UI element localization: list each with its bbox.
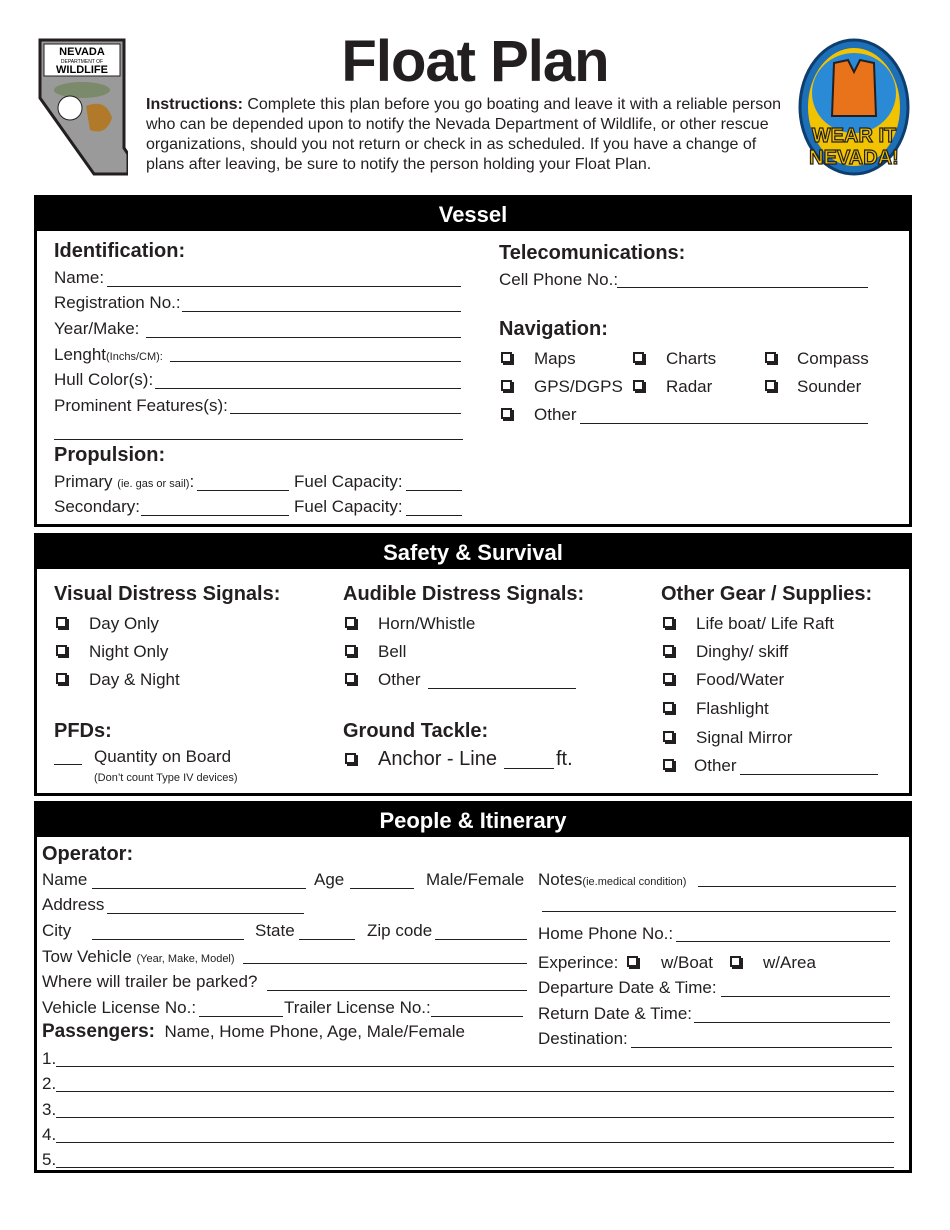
passengers-heading: Passengers: xyxy=(42,1021,156,1042)
bell-label: Bell xyxy=(378,642,407,661)
zip-field[interactable] xyxy=(435,939,527,940)
passenger-row-field[interactable] xyxy=(56,1167,894,1168)
pfd-quantity-field[interactable] xyxy=(54,764,82,765)
passenger-row-field[interactable] xyxy=(56,1066,894,1067)
passenger-row-num: 2. xyxy=(42,1074,57,1093)
notes-note: (ie.medical condition) xyxy=(582,876,687,888)
length-unit: (Inchs/CM): xyxy=(106,351,163,363)
primary-note: (ie. gas or sail) xyxy=(117,478,190,490)
tow-text: Tow Vehicle xyxy=(42,947,132,966)
address-field[interactable] xyxy=(107,913,304,914)
visual-heading: Visual Distress Signals: xyxy=(54,583,281,605)
hull-color-label: Hull Color(s): xyxy=(54,370,154,389)
trailer-license-field[interactable] xyxy=(431,1016,523,1017)
radar-label: Radar xyxy=(666,377,713,396)
trailer-field[interactable] xyxy=(267,990,527,991)
operator-name-field[interactable] xyxy=(92,888,306,889)
year-make-label: Year/Make: xyxy=(54,319,140,338)
signal-mirror-label: Signal Mirror xyxy=(696,728,793,747)
passengers-row xyxy=(42,1021,465,1043)
anchor-unit: ft. xyxy=(556,748,573,770)
passenger-row-num: 5. xyxy=(42,1150,57,1169)
logo-line2: DEPARTMENT OF xyxy=(60,59,104,65)
propulsion-heading: Propulsion: xyxy=(54,444,166,466)
logo-line1: NEVADA xyxy=(59,46,105,58)
wear-it-nevada-logo xyxy=(798,38,910,176)
ground-tackle-heading: Ground Tackle: xyxy=(343,720,489,742)
navigation-heading: Navigation: xyxy=(499,318,608,340)
audible-other-field[interactable] xyxy=(428,688,576,689)
address-label: Address xyxy=(42,895,105,914)
flashlight-label: Flashlight xyxy=(696,699,769,718)
primary-label xyxy=(54,472,194,492)
quantity-label: Quantity on Board xyxy=(94,747,232,766)
anchor-line-field[interactable] xyxy=(504,768,554,769)
passengers-columns: Name, Home Phone, Age, Male/Female xyxy=(164,1022,465,1041)
instructions xyxy=(146,95,796,175)
food-water-checkbox[interactable] xyxy=(663,673,674,684)
gender-label: Male/Female xyxy=(426,870,525,889)
home-phone-field[interactable] xyxy=(676,941,890,942)
identification-heading: Identification: xyxy=(54,240,186,262)
w-boat-label: w/Boat xyxy=(661,953,713,972)
day-night-label: Day & Night xyxy=(89,670,180,689)
notes-field[interactable] xyxy=(698,886,896,887)
signal-mirror-checkbox[interactable] xyxy=(663,731,674,742)
night-only-label: Night Only xyxy=(89,642,169,661)
passenger-row-field[interactable] xyxy=(56,1142,894,1143)
life-raft-label: Life boat/ Life Raft xyxy=(696,614,834,633)
logo-right-line1: WEAR IT xyxy=(811,125,897,147)
sounder-checkbox[interactable] xyxy=(765,380,776,391)
charts-checkbox[interactable] xyxy=(633,352,644,363)
departure-field[interactable] xyxy=(721,996,890,997)
gear-other-label: Other xyxy=(694,756,737,775)
passenger-row-field[interactable] xyxy=(56,1117,894,1118)
tow-note: (Year, Make, Model) xyxy=(136,953,235,965)
secondary-label: Secondary: xyxy=(54,497,140,516)
sounder-label: Sounder xyxy=(797,377,862,396)
anchor-checkbox[interactable] xyxy=(345,753,356,764)
gear-other-checkbox[interactable] xyxy=(663,759,674,770)
passenger-row-field[interactable] xyxy=(56,1091,894,1092)
instructions-label: Instructions: xyxy=(146,96,243,113)
radar-checkbox[interactable] xyxy=(633,380,644,391)
age-label: Age xyxy=(314,870,345,889)
trailer-license-label: Trailer License No.: xyxy=(284,998,431,1017)
life-raft-checkbox[interactable] xyxy=(663,617,674,628)
quantity-note: (Don’t count Type IV devices) xyxy=(94,772,238,784)
bell-checkbox[interactable] xyxy=(345,645,356,656)
maps-label: Maps xyxy=(534,349,576,368)
day-night-checkbox[interactable] xyxy=(56,673,67,684)
state-label: State xyxy=(255,921,295,940)
fuel-capacity-field-1[interactable] xyxy=(406,490,462,491)
trailer-label: Where will trailer be parked? xyxy=(42,972,258,991)
hull-color-field[interactable] xyxy=(155,388,461,389)
registration-label: Registration No.: xyxy=(54,293,181,312)
length-text: Lenght xyxy=(54,345,106,364)
pfds-heading: PFDs: xyxy=(54,720,112,742)
prominent-field[interactable] xyxy=(230,413,461,414)
dinghy-checkbox[interactable] xyxy=(663,645,674,656)
w-area-checkbox[interactable] xyxy=(730,956,741,967)
notes-label xyxy=(538,870,686,890)
vehicle-license-label: Vehicle License No.: xyxy=(42,998,197,1017)
destination-label: Destination: xyxy=(538,1029,628,1048)
instructions-text: Complete this plan before you go boating and leave it with a reliable person who can be depended upon to notify the Nevada Department of Wildlife, or other rescue organizations, should you not return or check in as scheduled. If you have a change of plans after leaving, be sure to notify the person holding your Float Plan. xyxy=(146,96,782,173)
age-field[interactable] xyxy=(350,888,414,889)
passenger-row-num: 4. xyxy=(42,1125,57,1144)
compass-label: Compass xyxy=(797,349,869,368)
w-boat-checkbox[interactable] xyxy=(627,956,638,967)
gps-checkbox[interactable] xyxy=(501,380,512,391)
vehicle-license-field[interactable] xyxy=(199,1016,283,1017)
zip-label: Zip code xyxy=(367,921,433,940)
destination-field[interactable] xyxy=(631,1047,892,1048)
length-field[interactable] xyxy=(170,361,461,362)
return-field[interactable] xyxy=(694,1022,890,1023)
state-field[interactable] xyxy=(299,939,355,940)
food-water-label: Food/Water xyxy=(696,670,785,689)
gear-other-field[interactable] xyxy=(740,774,878,775)
audible-other-label: Other xyxy=(378,670,421,689)
day-only-label: Day Only xyxy=(89,614,159,633)
maps-checkbox[interactable] xyxy=(501,352,512,363)
notes-field-line2[interactable] xyxy=(542,911,896,912)
cell-phone-label: Cell Phone No.: xyxy=(499,270,619,289)
gear-heading: Other Gear / Supplies: xyxy=(661,583,873,605)
departure-label: Departure Date & Time: xyxy=(538,978,717,997)
primary-colon: : xyxy=(189,472,195,491)
flashlight-checkbox[interactable] xyxy=(663,702,674,713)
return-label: Return Date & Time: xyxy=(538,1004,693,1023)
passenger-row-num: 1. xyxy=(42,1049,57,1068)
year-make-field[interactable] xyxy=(146,337,461,338)
primary-field[interactable] xyxy=(197,490,289,491)
fuel-capacity-label-1: Fuel Capacity: xyxy=(294,472,403,491)
safety-heading: Safety & Survival xyxy=(37,536,909,569)
horn-label: Horn/Whistle xyxy=(378,614,476,633)
logo-right-line2: NEVADA! xyxy=(809,147,899,169)
registration-field[interactable] xyxy=(182,311,461,312)
day-only-checkbox[interactable] xyxy=(56,617,67,628)
fuel-capacity-label-2: Fuel Capacity: xyxy=(294,497,403,516)
tow-vehicle-field[interactable] xyxy=(243,963,527,964)
fuel-capacity-field-2[interactable] xyxy=(406,515,462,516)
vessel-name-label: Name: xyxy=(54,268,105,287)
primary-text: Primary xyxy=(54,472,113,491)
prominent-field-line2[interactable] xyxy=(54,439,463,440)
city-label: City xyxy=(42,921,72,940)
prominent-label: Prominent Features(s): xyxy=(54,396,228,415)
dinghy-label: Dinghy/ skiff xyxy=(696,642,789,661)
audible-other-checkbox[interactable] xyxy=(345,673,356,684)
anchor-label: Anchor - Line xyxy=(378,748,497,770)
cell-phone-field[interactable] xyxy=(617,287,868,288)
people-heading: People & Itinerary xyxy=(37,804,909,837)
passenger-row-num: 3. xyxy=(42,1100,57,1119)
horn-checkbox[interactable] xyxy=(345,617,356,628)
telecom-heading: Telecomunications: xyxy=(499,242,686,264)
vessel-heading: Vessel xyxy=(37,198,909,231)
nav-other-field[interactable] xyxy=(580,423,868,424)
home-phone-label: Home Phone No.: xyxy=(538,924,674,943)
night-only-checkbox[interactable] xyxy=(56,645,67,656)
w-area-label: w/Area xyxy=(763,953,816,972)
experience-label: Experince: xyxy=(538,953,619,972)
operator-heading: Operator: xyxy=(42,843,134,865)
gps-label: GPS/DGPS xyxy=(534,377,623,396)
nav-other-checkbox[interactable] xyxy=(501,408,512,419)
logo-line3: WILDLIFE xyxy=(56,64,108,76)
operator-name-label: Name xyxy=(42,870,88,889)
length-label xyxy=(54,345,163,365)
page-title: Float Plan xyxy=(341,29,609,94)
audible-heading: Audible Distress Signals: xyxy=(343,583,585,605)
notes-text: Notes xyxy=(538,870,583,889)
secondary-field[interactable] xyxy=(141,515,289,516)
tow-vehicle-label xyxy=(42,947,235,967)
nav-other-label: Other xyxy=(534,405,577,424)
vessel-name-field[interactable] xyxy=(107,286,461,287)
compass-checkbox[interactable] xyxy=(765,352,776,363)
charts-label: Charts xyxy=(666,349,717,368)
city-field[interactable] xyxy=(92,939,244,940)
